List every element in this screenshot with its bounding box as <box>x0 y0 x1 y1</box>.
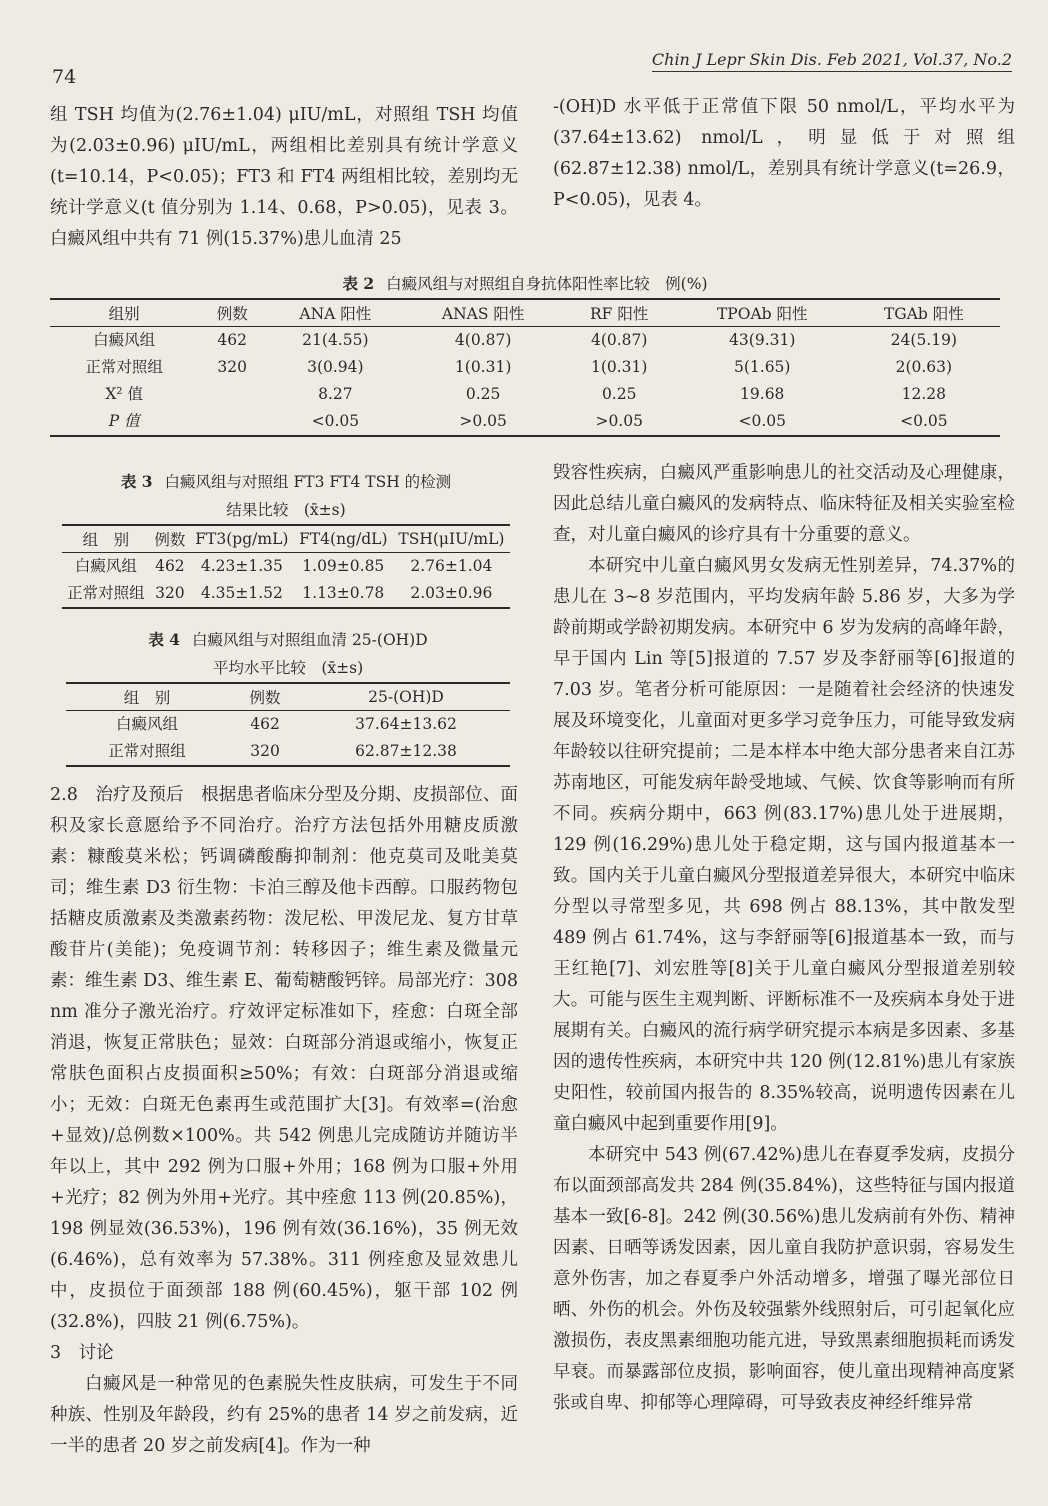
left-body-text <box>50 780 518 1462</box>
cell: 320 <box>217 358 247 376</box>
table-3 <box>62 468 510 609</box>
table-row <box>66 711 510 739</box>
cell: 正常对照组 <box>108 742 186 760</box>
cell: P 值 <box>108 412 140 430</box>
cell: <0.05 <box>311 412 360 430</box>
cell: 1(0.31) <box>454 358 512 376</box>
table-row <box>62 580 510 608</box>
cell: 4(0.87) <box>454 331 512 349</box>
section-3-heading: 3 讨论 <box>50 1343 114 1363</box>
cell: 320 <box>155 584 185 602</box>
column-header: ANA 阳性 <box>266 299 405 327</box>
page-number: 74 <box>52 66 77 88</box>
column-header: 组别 <box>50 299 198 327</box>
table-2 <box>50 270 1000 437</box>
table-4 <box>66 626 510 767</box>
cell: <0.05 <box>738 412 786 430</box>
column-header: 25-(OH)D <box>302 683 510 711</box>
cell: 1.13±0.78 <box>302 584 385 602</box>
cell: 62.87±12.38 <box>355 742 457 760</box>
cell: 19.68 <box>740 385 785 403</box>
cell: 3(0.94) <box>307 358 364 376</box>
table-4-grid <box>66 682 510 767</box>
table-2-grid <box>50 298 1000 437</box>
cell: X² 值 <box>105 385 144 403</box>
cell: 37.64±13.62 <box>355 715 457 733</box>
column-header: 例数 <box>150 525 190 553</box>
cell: 462 <box>217 331 247 349</box>
table-4-caption <box>66 626 510 682</box>
right-body-text <box>553 458 1015 1419</box>
table-title: 白癜风组与对照组自身抗体阳性率比较 例(%) <box>386 275 708 293</box>
paragraph: 组 TSH 均值为(2.76±1.04) μIU/mL，对照组 TSH 均值为(2.03±0.96) μIU/mL，两组相比差别具有统计学意义(t=10.14，P<0.05)；FT3 和 FT4 两组相比较，差别均无统计学意义(t 值分别为 1.14、0.68，P>0.05)，见表 3。白癜风组中共有 71 例(15.37%)患儿血清 25 <box>50 105 518 249</box>
table-3-caption <box>62 468 510 524</box>
cell: 8.27 <box>318 385 353 403</box>
column-header: ANAS 阳性 <box>405 299 562 327</box>
column-header: 组 别 <box>66 683 228 711</box>
cell: 5(1.65) <box>734 358 791 376</box>
running-head: Chin J Lepr Skin Dis. Feb 2021, Vol.37, No.2 <box>652 50 1012 72</box>
cell: 2.03±0.96 <box>410 584 493 602</box>
table-row <box>50 354 1000 381</box>
cell: <0.05 <box>900 412 948 430</box>
table-row <box>66 738 510 766</box>
cell: 24(5.19) <box>890 331 958 349</box>
table-label: 表 4 <box>148 630 181 649</box>
paragraph: 本研究中儿童白癜风男女发病无性别差异，74.37%的患儿在 3~8 岁范围内，平均发病年龄 5.86 岁，大多为学龄前期或学龄初期发病。本研究中 6 岁为发病的高峰年龄，早于国内 Lin 等[5]报道的 7.57 岁及李舒丽等[6]报道的 7.03 岁。笔者分析可能原因：一是随着社会经济的快速发展及环境变化，儿童面对更多学习竞争压力，可能导致发病年龄较以往研究提前；二是本样本中绝大部分患者来自江苏苏南地区，可能发病年龄受地域、气候、饮食等影响而有所不同。疾病分期中，663 例(83.17%)患儿处于进展期，129 例(16.29%)患儿处于稳定期，这与国内报道基本一致。国内关于儿童白癜风分型报道差异很大，本研究中临床分型以寻常型多见，共 698 例占 88.13%，其中散发型 489 例占 61.74%，这与李舒丽等[6]报道基本一致，而与王红艳[7]、刘宏胜等[8]关于儿童白癜风分型报道差别较大。可能与医生主观判断、评断标准不一及疾病本身处于进展期有关。白癜风的流行病学研究提示本病是多因素、多基因的遗传性疾病，本研究中共 120 例(12.81%)患儿有家族史阳性，较前国内报告的 8.35%较高，说明遗传因素在儿童白癜风中起到重要作用[9]。 <box>553 556 1015 1134</box>
cell: 4(0.87) <box>590 331 648 349</box>
table-title: 白癜风组与对照组 FT3 FT4 TSH 的检测 <box>164 473 452 491</box>
cell <box>198 408 266 436</box>
table-title: 白癜风组与对照组血清 25-(OH)D <box>192 631 428 649</box>
cell: 0.25 <box>601 385 637 403</box>
paragraph: 本研究中 543 例(67.42%)患儿在春夏季发病，皮损分布以面颈部高发共 284 例(35.84%)，这些特征与国内报道基本一致[6-8]。242 例(30.56%)患儿发病前有外伤、精神因素、日晒等诱发因素，因儿童自我防护意识弱，容易发生意外伤害，加之春夏季户外活动增多，增强了曝光部位日晒、外伤的机会。外伤及较强紫外线照射后，可引起氧化应激损伤，表皮黑素细胞功能亢进，导致黑素细胞损耗而诱发早衰。而暴露部位皮损，影响面容，使儿童出现精神高度紧张或自卑、抑郁等心理障碍，可导致表皮神经纤维异常 <box>553 1145 1015 1413</box>
cell <box>198 381 266 408</box>
table-row <box>62 553 510 581</box>
column-header: 例数 <box>198 299 266 327</box>
table-row <box>50 381 1000 408</box>
cell: 白癜风组 <box>116 715 179 733</box>
cell: 正常对照组 <box>85 358 163 376</box>
column-header: FT4(ng/dL) <box>294 525 393 553</box>
section-2-8: 2.8 治疗及预后 根据患者临床分型及分期、皮损部位、面积及家长意愿给予不同治疗。治疗方法包括外用糖皮质激素：糠酸莫米松；钙调磷酸酶抑制剂：他克莫司及吡美莫司；维生素 D3 衍生物：卡泊三醇及他卡西醇。口服药物包括糖皮质激素及类激素药物：泼尼松、甲泼尼龙、复方甘草酸苷片(美能)；免疫调节剂：转移因子；维生素及微量元素：维生素 D3、维生素 E、葡萄糖酸钙锌。局部光疗：308 nm 准分子激光治疗。疗效评定标准如下，痊愈：白斑全部消退，恢复正常肤色；显效：白斑部分消退或缩小，恢复正常肤色面积占皮损面积≥50%；有效：白斑部分消退或缩小；无效：白斑无色素再生或范围扩大[3]。有效率=(治愈+显效)/总例数×100%。共 542 例患儿完成随访并随访半年以上，其中 292 例为口服+外用；168 例为口服+外用+光疗；82 例为外用+光疗。其中痊愈 113 例(20.85%)，198 例显效(36.53%)，196 例有效(36.16%)，35 例无效(6.46%)，总有效率为 57.38%。311 例痊愈及显效患儿中，皮损位于面颈部 188 例(60.45%)，躯干部 102 例(32.8%)，四肢 21 例(6.75%)。 <box>50 785 518 1332</box>
column-header: TSH(μIU/mL) <box>393 525 510 553</box>
cell: 21(4.55) <box>302 331 369 349</box>
paragraph: 毁容性疾病，白癜风严重影响患儿的社交活动及心理健康，因此总结儿童白癜风的发病特点、临床特征及相关实验室检查，对儿童白癜风的诊疗具有十分重要的意义。 <box>553 463 1015 545</box>
column-header: TPOAb 阳性 <box>677 299 848 327</box>
cell: 462 <box>250 715 280 733</box>
column-header: RF 阳性 <box>562 299 677 327</box>
right-top-text <box>553 92 1015 216</box>
table-label: 表 2 <box>342 274 375 293</box>
left-top-text <box>50 100 518 255</box>
table-2-caption <box>50 270 1000 298</box>
cell: 2(0.63) <box>895 358 953 376</box>
table-title-line2: 结果比较 (x̄±s) <box>226 501 346 519</box>
cell: 4.35±1.52 <box>200 584 283 602</box>
column-header: 例数 <box>228 683 302 711</box>
cell: >0.05 <box>459 412 507 430</box>
cell: 12.28 <box>901 385 947 403</box>
cell: 正常对照组 <box>67 584 145 602</box>
cell: 0.25 <box>465 385 501 403</box>
cell: 462 <box>155 557 185 575</box>
column-header: 组 别 <box>62 525 150 553</box>
cell: 1(0.31) <box>590 358 648 376</box>
cell: 43(9.31) <box>729 331 796 349</box>
cell: 4.23±1.35 <box>200 557 283 575</box>
paragraph: -(OH)D 水平低于正常值下限 50 nmol/L，平均水平为(37.64±13.62) nmol/L，明显低于对照组(62.87±12.38) nmol/L，差别具有统计学意义(t=26.9，P<0.05)，见表 4。 <box>553 97 1015 210</box>
column-header: FT3(pg/mL) <box>190 525 294 553</box>
cell: 320 <box>250 742 280 760</box>
discussion-paragraph: 白癜风是一种常见的色素脱失性皮肤病，可发生于不同种族、性别及年龄段，约有 25%的患者 14 岁之前发病，近一半的患者 20 岁之前发病[4]。作为一种 <box>50 1374 518 1456</box>
cell: 2.76±1.04 <box>410 557 493 575</box>
cell: 1.09±0.85 <box>302 557 385 575</box>
table-title-line2: 平均水平比较 (x̄±s) <box>212 659 364 677</box>
table-3-grid <box>62 524 510 609</box>
column-header: TGAb 阳性 <box>848 299 1000 327</box>
table-row <box>50 408 1000 436</box>
table-label: 表 3 <box>120 472 153 491</box>
cell: >0.05 <box>595 412 643 430</box>
cell: 白癜风组 <box>93 331 156 349</box>
table-row <box>50 327 1000 355</box>
cell: 白癜风组 <box>74 557 137 575</box>
